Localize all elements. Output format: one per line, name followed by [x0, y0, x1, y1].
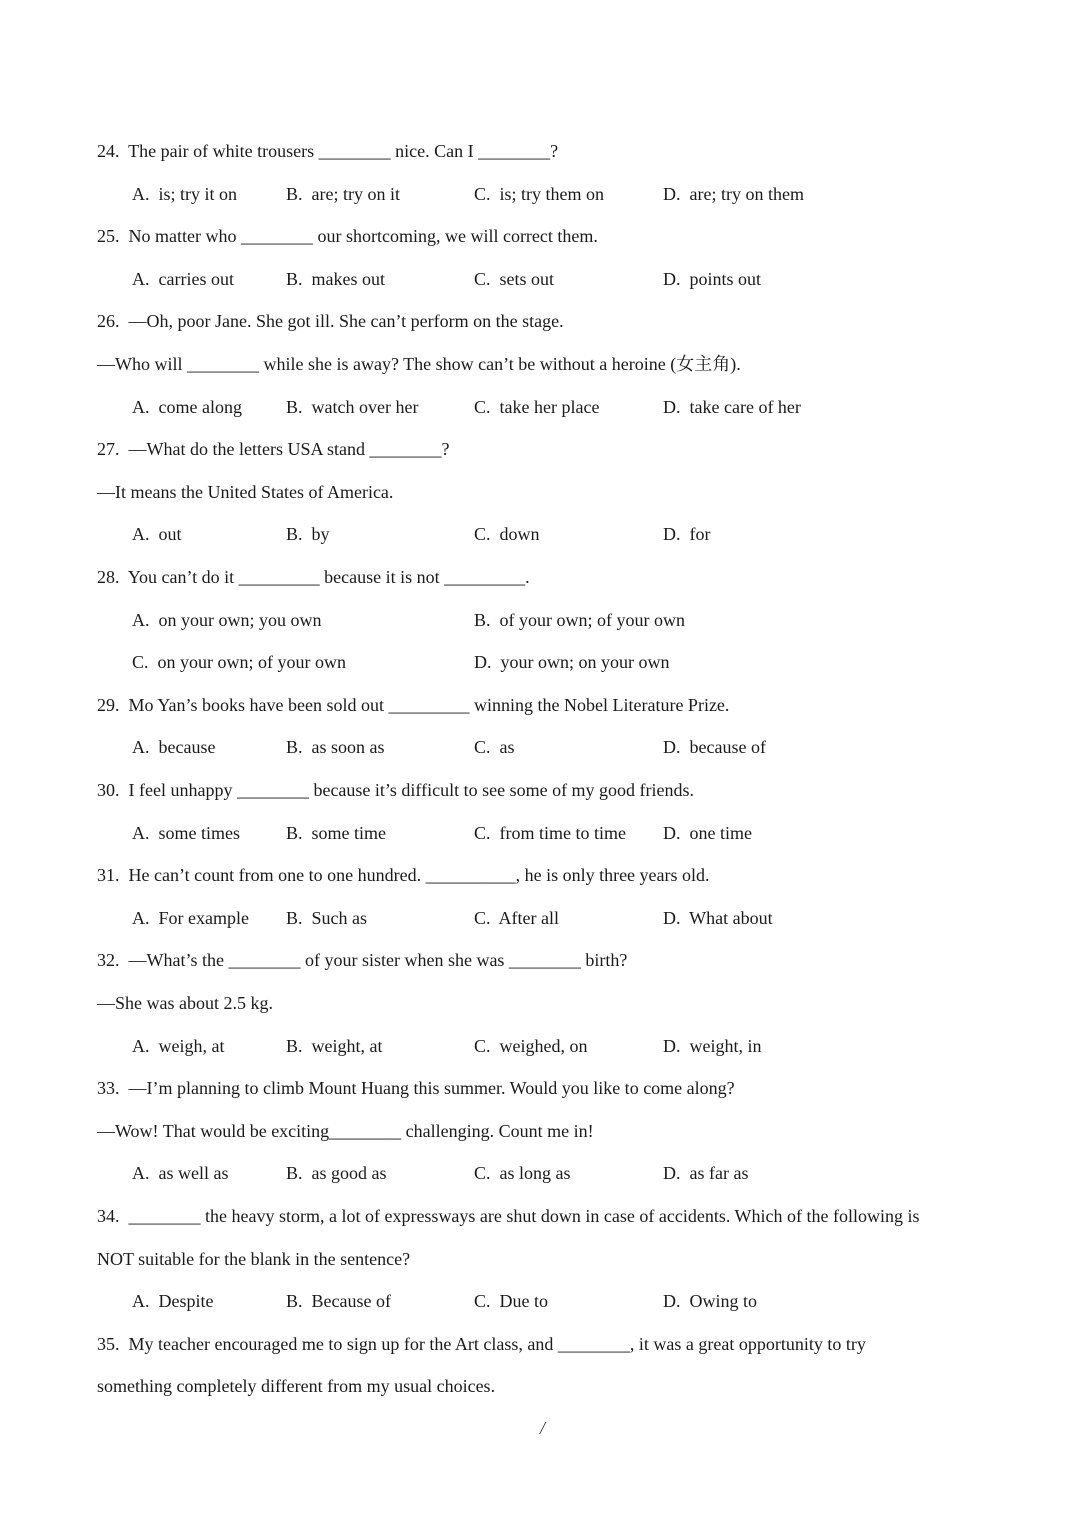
answer-option[interactable]: B. Because of: [286, 1291, 391, 1312]
question-stem: 31. He can’t count from one to one hundred. __________, he is only three years old.: [97, 865, 710, 886]
question-stem: 33. —I’m planning to climb Mount Huang this summer. Would you like to come along?: [97, 1078, 735, 1099]
answer-option[interactable]: C. down: [474, 524, 540, 545]
question-stem: 25. No matter who ________ our shortcoming, we will correct them.: [97, 226, 598, 247]
answer-option[interactable]: D. What about: [663, 907, 773, 928]
answer-option[interactable]: C. sets out: [474, 268, 555, 289]
answer-option[interactable]: A. come along: [132, 396, 242, 417]
answer-option[interactable]: D. weight, in: [663, 1035, 762, 1056]
answer-option[interactable]: D. take care of her: [663, 396, 801, 417]
answer-option[interactable]: B. some time: [286, 822, 386, 843]
answer-option[interactable]: B. by: [286, 524, 330, 545]
question-stem: 24. The pair of white trousers ________ nice. Can I ________?: [97, 141, 559, 161]
question-stem-continued: something completely different from my usual choices.: [97, 1376, 496, 1397]
answer-option[interactable]: C. After all: [474, 907, 559, 928]
answer-option[interactable]: C. from time to time: [474, 822, 626, 843]
answer-option[interactable]: A. because: [132, 737, 216, 758]
answer-option[interactable]: D. as far as: [663, 1163, 749, 1184]
answer-option[interactable]: C. weighed, on: [474, 1035, 588, 1056]
question-stem: 29. Mo Yan’s books have been sold out _________ winning the Nobel Literature Prize.: [97, 694, 730, 715]
answer-option[interactable]: C. take her place: [474, 396, 600, 417]
question-stem-continued: NOT suitable for the blank in the sentence?: [97, 1248, 411, 1269]
answer-option[interactable]: D. are; try on them: [663, 183, 804, 204]
answer-option[interactable]: C. as: [474, 737, 515, 758]
answer-option[interactable]: B. weight, at: [286, 1035, 383, 1056]
answer-option[interactable]: A. carries out: [132, 268, 234, 289]
answer-option[interactable]: A. on your own; you own: [132, 609, 322, 630]
answer-option[interactable]: C. on your own; of your own: [132, 652, 346, 673]
answer-option[interactable]: B. makes out: [286, 268, 385, 289]
answer-option[interactable]: D. because of: [663, 737, 766, 758]
answer-option[interactable]: D. Owing to: [663, 1291, 757, 1312]
answer-option[interactable]: A. some times: [132, 822, 240, 843]
question-stem: 34. ________ the heavy storm, a lot of expressways are shut down in case of accidents. Which of the following is: [97, 1206, 920, 1226]
answer-option[interactable]: B. Such as: [286, 907, 367, 928]
answer-option[interactable]: D. your own; on your own: [474, 652, 670, 673]
question-stem: 32. —What’s the ________ of your sister when she was ________ birth?: [97, 950, 628, 971]
question-stem-continued: —Wow! That would be exciting________ challenging. Count me in!: [97, 1120, 594, 1141]
answer-option[interactable]: A. weigh, at: [132, 1035, 225, 1056]
question-stem-continued: —Who will ________ while she is away? The show can’t be without a heroine (女主角).: [97, 354, 741, 374]
answer-option[interactable]: B. are; try on it: [286, 183, 400, 204]
answer-option[interactable]: B. of your own; of your own: [474, 609, 685, 630]
answer-option[interactable]: A. out: [132, 524, 182, 545]
answer-option[interactable]: A. is; try it on: [132, 183, 238, 204]
answer-option[interactable]: D. for: [663, 524, 711, 545]
answer-option[interactable]: D. one time: [663, 822, 752, 843]
question-stem: 28. You can’t do it _________ because it is not _________.: [97, 567, 530, 587]
answer-option[interactable]: A. For example: [132, 907, 249, 928]
question-stem-continued: —It means the United States of America.: [97, 481, 394, 502]
question-stem: 35. My teacher encouraged me to sign up for the Art class, and ________, it was a great opportunity to try: [97, 1333, 866, 1354]
answer-option[interactable]: C. as long as: [474, 1163, 571, 1184]
answer-option[interactable]: C. is; try them on: [474, 183, 604, 204]
question-stem: 26. —Oh, poor Jane. She got ill. She can’t perform on the stage.: [97, 311, 564, 332]
answer-option[interactable]: D. points out: [663, 268, 762, 289]
answer-option[interactable]: B. as good as: [286, 1163, 387, 1184]
answer-option[interactable]: C. Due to: [474, 1291, 548, 1312]
answer-option[interactable]: A. as well as: [132, 1163, 229, 1184]
question-stem: 30. I feel unhappy ________ because it’s difficult to see some of my good friends.: [97, 780, 695, 800]
answer-option[interactable]: A. Despite: [132, 1291, 214, 1312]
question-stem: 27. —What do the letters USA stand ________?: [97, 439, 450, 460]
question-stem-continued: —She was about 2.5 kg.: [97, 993, 273, 1013]
page-number: /: [540, 1418, 546, 1438]
answer-option[interactable]: B. watch over her: [286, 396, 419, 417]
answer-option[interactable]: B. as soon as: [286, 737, 385, 758]
